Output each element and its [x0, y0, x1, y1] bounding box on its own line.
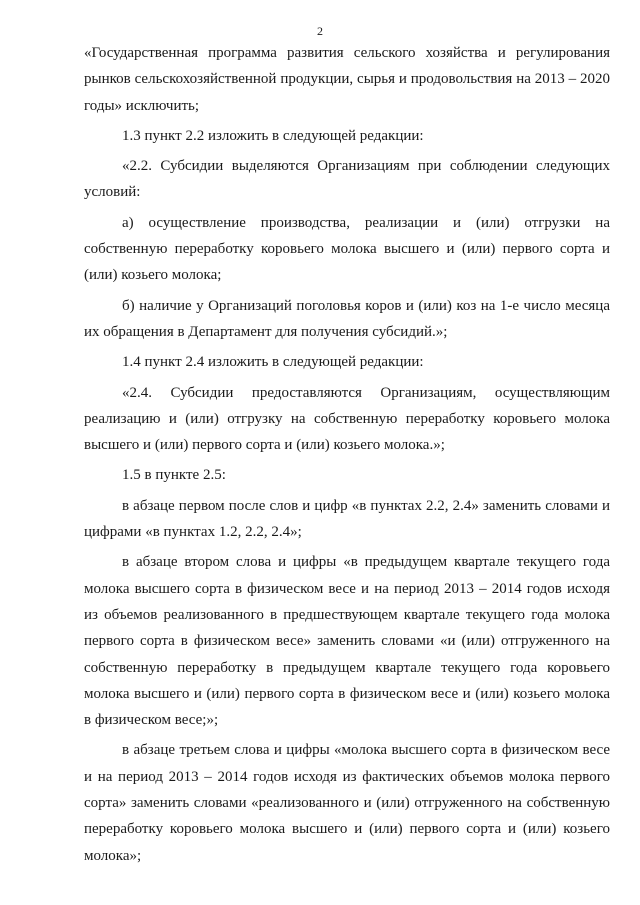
paragraph-item-1-5: 1.5 в пункте 2.5:	[122, 467, 226, 484]
paragraph-condition-b: б) наличие у Организаций поголовья коров и (или) коз на 1-е число месяца их обращения в Департамент для получения субсидий.»;	[84, 297, 610, 340]
paragraph-third-abzac: в абзаце третьем слова и цифры «молока высшего сорта в физическом весе и на период 2013 – 2014 годов исходя из фактических объемов молока первого сорта» заменить словами «реализованного и (или) отгруженного на собственную переработку коровьего молока высшего и (или) первого сорта и (или) козьего молока»;	[84, 742, 610, 864]
paragraph-first-abzac: в абзаце первом после слов и цифр «в пунктах 2.2, 2.4» заменить словами и цифрами «в пунктах 1.2, 2.2, 2.4»;	[84, 497, 610, 541]
document-body	[84, 40, 610, 873]
page-number: 2	[317, 24, 323, 38]
paragraph-clause-2-2: «2.2. Субсидии выделяются Организациям при соблюдении следующих условий:	[84, 158, 610, 201]
paragraph-program-title: «Государственная программа развития сельского хозяйства и регулирования рынков сельскохозяйственной продукции, сырья и продовольствия на 2013 – 2020 годы» исключить;	[84, 45, 610, 114]
paragraph-item-1-3: 1.3 пункт 2.2 изложить в следующей редакции:	[122, 127, 424, 144]
paragraph-clause-2-4: «2.4. Субсидии предоставляются Организациям, осуществляющим реализацию и (или) отгрузку на собственную переработку коровьего молока высшего и (или) первого сорта и (или) козьего молока.»;	[84, 384, 610, 454]
paragraph-item-1-4: 1.4 пункт 2.4 изложить в следующей редакции:	[122, 354, 424, 371]
paragraph-second-abzac: в абзаце втором слова и цифры «в предыдущем квартале текущего года молока высшего сорта в физическом весе и на период 2013 – 2014 годов исходя из объемов реализованного в предшествующем квартале текущего года молока первого сорта в физическом весе» заменить словами «и (или) отгруженного на собственную переработку в предыдущем квартале текущего года коровьего молока высшего и (или) первого сорта в физическом весе и (или) козьего молока в физическом весе;»;	[84, 554, 610, 729]
paragraph-condition-a: а) осуществление производства, реализации и (или) отгрузки на собственную переработку коровьего молока высшего и (или) первого сорта и (или) козьего молока;	[84, 214, 610, 284]
